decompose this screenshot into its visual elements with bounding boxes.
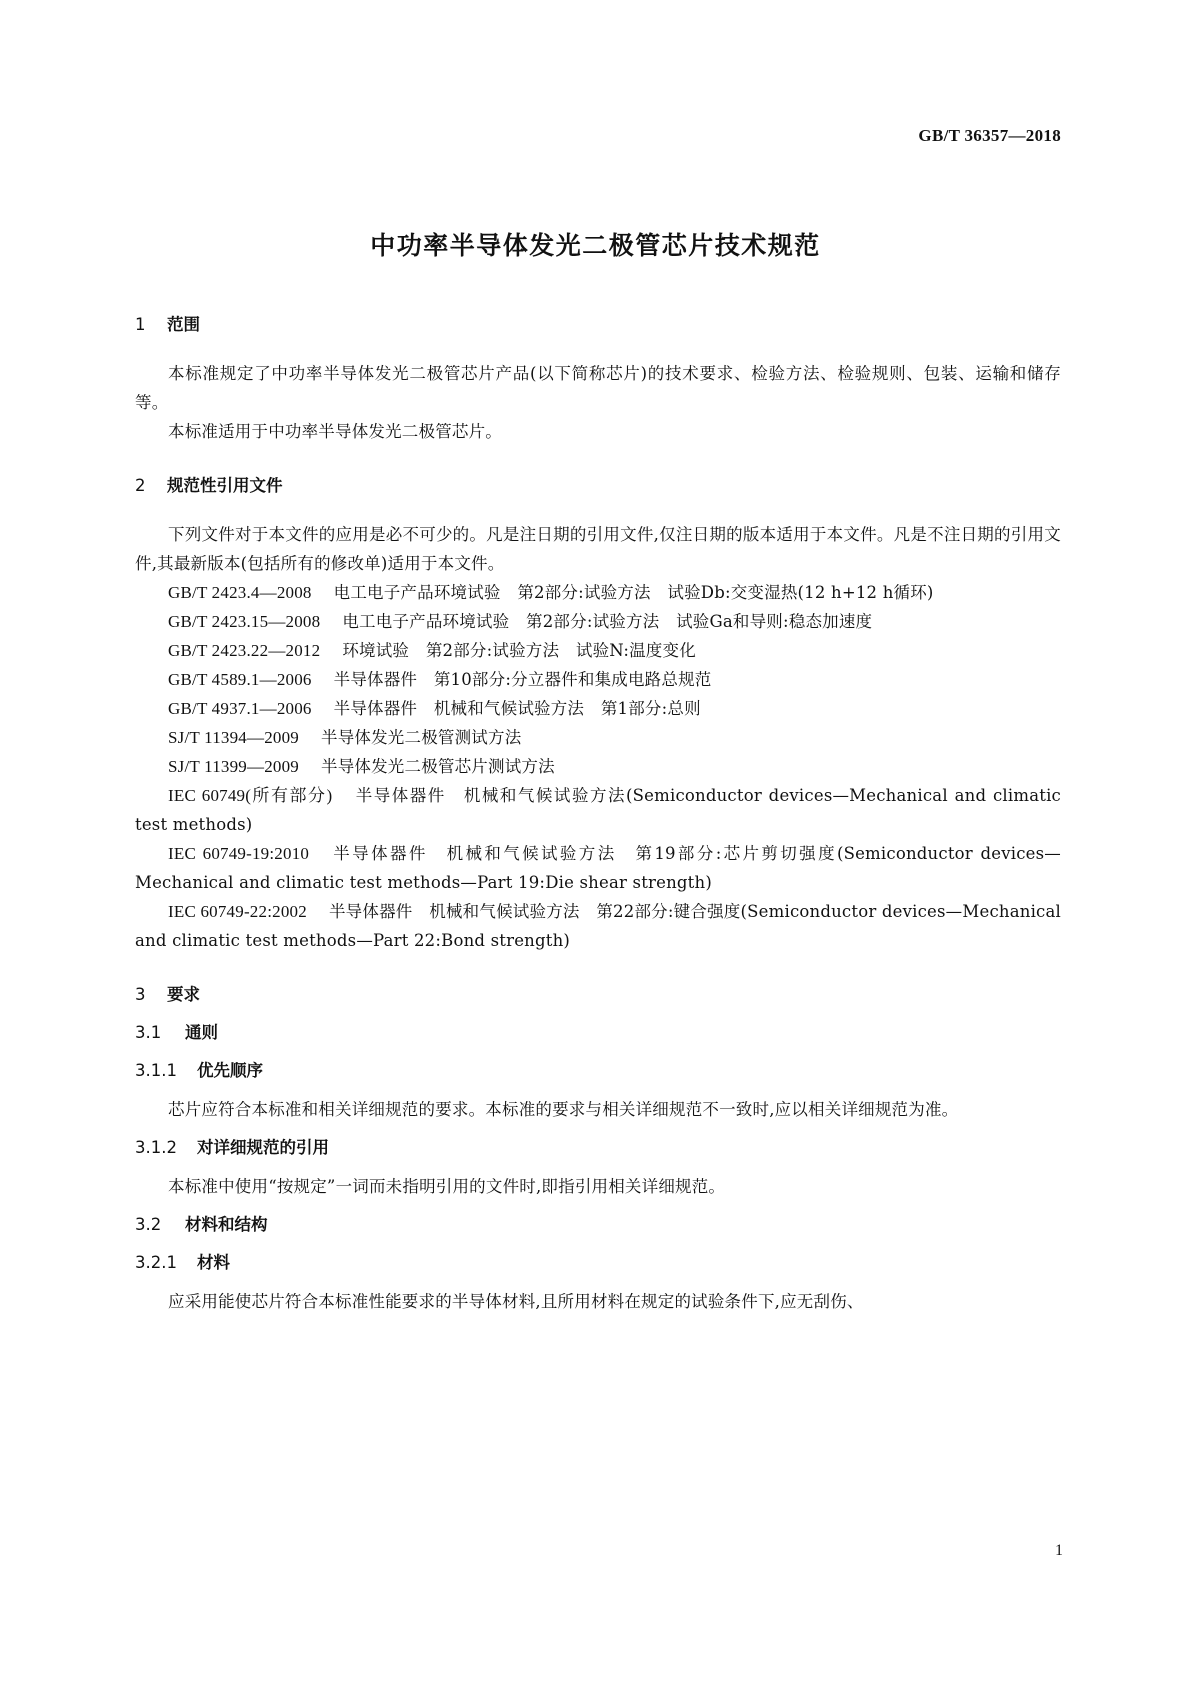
- section-number: 1: [135, 315, 146, 334]
- reference-text: 半导体器件 第10部分:分立器件和集成电路总规范: [333, 670, 712, 689]
- paragraph: 下列文件对于本文件的应用是必不可少的。凡是注日期的引用文件,仅注日期的版本适用于本文件。凡是不注日期的引用文件,其最新版本(包括所有的修改单)适用于本文件。: [135, 525, 1061, 573]
- subsection-3-2-heading: [135, 1215, 1061, 1235]
- standard-code: GB/T 36357—2018: [918, 126, 1061, 145]
- reference-code: IEC 60749-22:2002: [168, 902, 307, 921]
- reference-list: [135, 578, 1061, 955]
- reference-item: [135, 636, 1061, 665]
- reference-text: 半导体发光二极管测试方法: [321, 728, 522, 747]
- page-number: 1: [1055, 1542, 1063, 1559]
- reference-item: [135, 578, 1061, 607]
- paragraph: 本标准规定了中功率半导体发光二极管芯片产品(以下简称芯片)的技术要求、检验方法、检验规则、包装、运输和储存等。: [135, 364, 1061, 412]
- section-number: 3: [135, 985, 146, 1004]
- reference-item: [135, 723, 1061, 752]
- document-title: 中功率半导体发光二极管芯片技术规范: [370, 231, 821, 260]
- subsection-title: 优先顺序: [197, 1061, 263, 1080]
- paragraph: 本标准适用于中功率半导体发光二极管芯片。: [168, 422, 502, 441]
- reference-code: IEC 60749-19:2010: [168, 844, 310, 863]
- reference-item: [135, 607, 1061, 636]
- reference-text: 半导体器件 机械和气候试验方法(Semiconductor devices—Mechanical and climatic test methods): [135, 786, 1061, 834]
- subsection-title: 通则: [185, 1023, 218, 1042]
- subsection-number: 3.2.1: [135, 1253, 177, 1272]
- reference-code: IEC 60749(所有部分): [168, 786, 333, 805]
- reference-item: [135, 839, 1061, 897]
- paragraph: 应采用能使芯片符合本标准性能要求的半导体材料,且所用材料在规定的试验条件下,应无刮伤、: [168, 1292, 864, 1311]
- reference-code: GB/T 4937.1—2006: [168, 699, 312, 718]
- reference-code: SJ/T 11399—2009: [168, 757, 299, 776]
- reference-item: [135, 752, 1061, 781]
- reference-text: 电工电子产品环境试验 第2部分:试验方法 试验Ga和导则:稳态加速度: [342, 612, 873, 631]
- reference-text: 环境试验 第2部分:试验方法 试验N:温度变化: [342, 641, 696, 660]
- reference-text: 半导体器件 机械和气候试验方法 第19部分:芯片剪切强度(Semiconductor devices—Mechanical and climatic test methods—Part 19:Die shear strength): [135, 844, 1061, 892]
- section-title: 范围: [167, 315, 200, 334]
- subsection-number: 3.1.2: [135, 1138, 177, 1157]
- reference-item: [135, 897, 1061, 955]
- subsection-3-2-1-heading: [135, 1253, 1061, 1273]
- reference-code: SJ/T 11394—2009: [168, 728, 299, 747]
- subsection-number: 3.2: [135, 1215, 162, 1234]
- section-3-heading: [135, 985, 1061, 1005]
- reference-text: 电工电子产品环境试验 第2部分:试验方法 试验Db:交变湿热(12 h+12 h循环): [333, 583, 934, 602]
- section-number: 2: [135, 476, 146, 495]
- reference-code: GB/T 4589.1—2006: [168, 670, 312, 689]
- subsection-title: 材料: [197, 1253, 230, 1272]
- paragraph: 芯片应符合本标准和相关详细规范的要求。本标准的要求与相关详细规范不一致时,应以相关详细规范为准。: [168, 1100, 959, 1119]
- section-2-heading: [135, 476, 1061, 496]
- document-body: [135, 315, 1061, 1316]
- subsection-number: 3.1: [135, 1023, 162, 1042]
- reference-text: 半导体器件 机械和气候试验方法 第1部分:总则: [333, 699, 701, 718]
- subsection-number: 3.1.1: [135, 1061, 177, 1080]
- reference-code: GB/T 2423.15—2008: [168, 612, 321, 631]
- section-title: 规范性引用文件: [167, 476, 283, 495]
- paragraph: 本标准中使用“按规定”一词而未指明引用的文件时,即指引用相关详细规范。: [168, 1177, 726, 1196]
- subsection-title: 对详细规范的引用: [197, 1138, 329, 1157]
- reference-item: [135, 694, 1061, 723]
- section-1-heading: [135, 315, 1061, 335]
- subsection-3-1-1-heading: [135, 1061, 1061, 1081]
- reference-text: 半导体发光二极管芯片测试方法: [321, 757, 555, 776]
- reference-text: 半导体器件 机械和气候试验方法 第22部分:键合强度(Semiconductor devices—Mechanical and climatic test methods—Part 22:Bond strength): [135, 902, 1062, 950]
- reference-item: [135, 665, 1061, 694]
- subsection-title: 材料和结构: [185, 1215, 268, 1234]
- subsection-3-1-2-heading: [135, 1138, 1061, 1158]
- subsection-3-1-heading: [135, 1023, 1061, 1043]
- reference-item: [135, 781, 1061, 839]
- reference-code: GB/T 2423.4—2008: [168, 583, 312, 602]
- section-title: 要求: [167, 985, 200, 1004]
- reference-code: GB/T 2423.22—2012: [168, 641, 321, 660]
